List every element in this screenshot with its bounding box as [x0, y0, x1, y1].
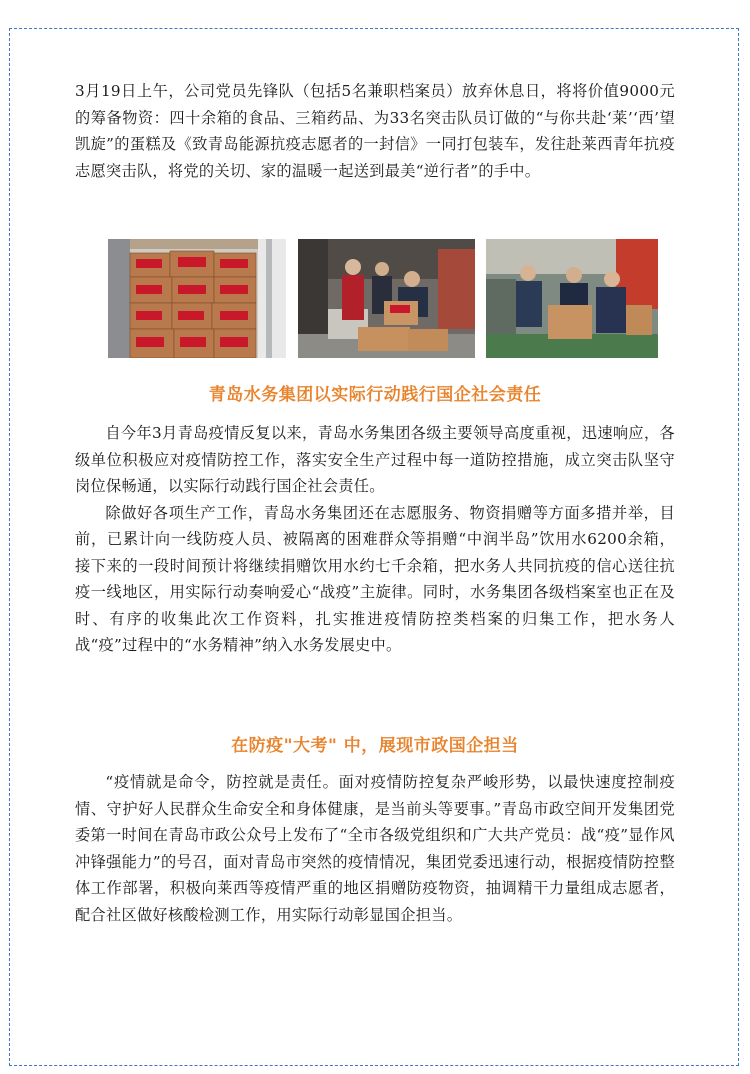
intro-paragraph: 3月19日上午，公司党员先锋队（包括5名兼职档案员）放弃休息日，将将价值9000元的筹备物资：四十余箱的食品、三箱药品、为33名突击队员订做的“与你共赴‘莱’‘西’望凯旋”的蛋糕及《致青岛能源抗疫志愿者的一封信》一同打包装车，发往赴莱西青年抗疫志愿突击队，将党的关切、家的温暖一起送到最美“逆行者”的手中。 — [75, 82, 675, 180]
photo-volunteers-packing — [486, 239, 658, 358]
section1-paragraph-2: 除做好各项生产工作，青岛水务集团还在志愿服务、物资捐赠等方面多措并举，目前，已累计向一线防疫人员、被隔离的困难群众等捐赠“中润半岛”饮用水6200余箱， 接下来的一段时间预计将继续捐赠饮用水约七千余箱，把水务人共同抗疫的信心送往抗疫一线地区，用实际行动奏响爱心“战疫”主旋律。同时，水务集团各级档案室也正在及时、有序的收集此次工作资料，扎实推进疫情防控类档案的归集工作，把水务人战“疫”过程中的“水务精神”纳入水务发展史中。 — [75, 503, 675, 654]
intro-block — [75, 78, 675, 184]
photo-strip — [108, 239, 658, 359]
section1-body — [75, 420, 675, 659]
section1-paragraph-1: 自今年3月青岛疫情反复以来，青岛水务集团各级主要领导高度重视，迅速响应，各级单位积极应对疫情防控工作，落实安全生产过程中每一道防控措施，成立突击队坚守岗位保畅通，以实际行动践行国企社会责任。 — [75, 424, 675, 495]
photo-boxes-in-truck — [108, 239, 286, 358]
section2-paragraph-1: “疫情就是命令，防控就是责任。面对疫情防控复杂严峻形势，以最快速度控制疫情、守护好人民群众生命安全和身体健康，是当前头等要事。”青岛市政空间开发集团党委第一时间在青岛市政公众号上发布了“全市各级党组织和广大共产党员：战“疫”显作风 冲锋强能力”的号召，面对青岛市突然的疫情情况，集团党委迅速行动，根据疫情防控整体工作部署，积极向莱西等疫情严重的地区捐赠防疫物资，抽调精干力量组成志愿者，配合社区做好核酸检测工作，用实际行动彰显国企担当。 — [75, 773, 675, 924]
photo-loading-boxes — [298, 239, 475, 358]
section2-title: 在防疫"大考" 中，展现市政国企担当 — [231, 736, 519, 756]
section2-body — [75, 769, 675, 928]
section1-title: 青岛水务集团以实际行动践行国企社会责任 — [208, 385, 542, 405]
